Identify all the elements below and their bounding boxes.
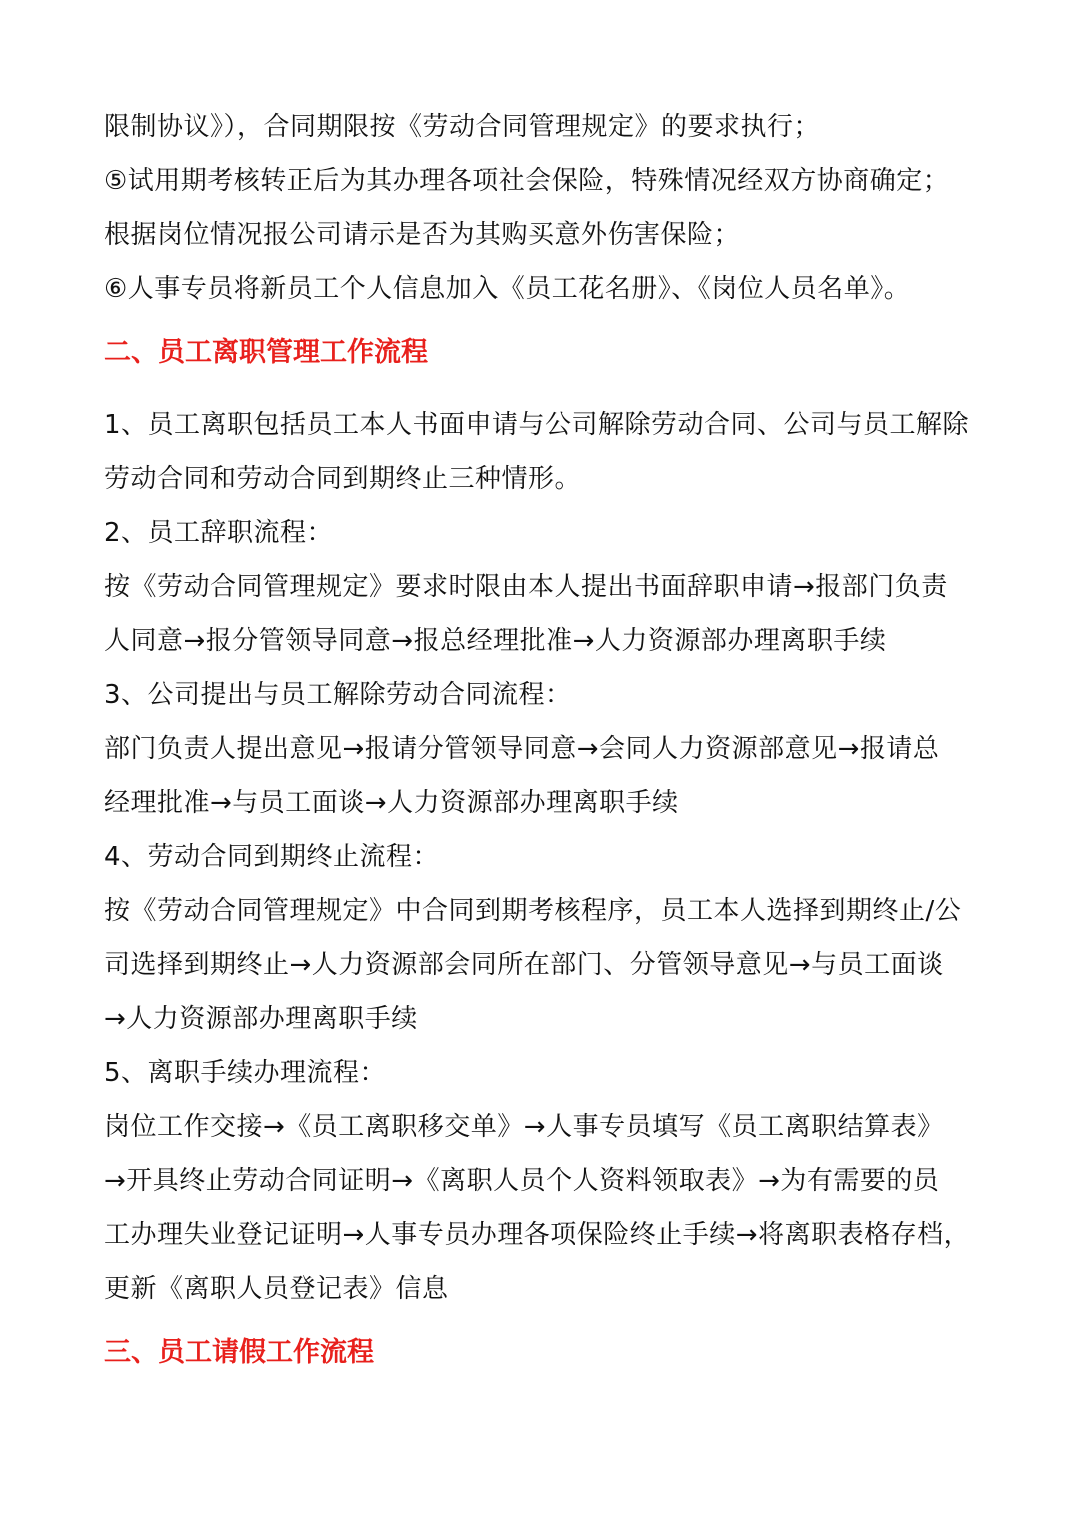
text-line: 经理批准→与员工面谈→人力资源部办理离职手续 — [104, 788, 679, 818]
text-line: 2、员工辞职流程： — [104, 518, 334, 548]
document-page — [104, 100, 984, 1380]
section-heading-resignation: 二、员工离职管理工作流程 — [104, 337, 428, 368]
text-line: 更新《离职人员登记表》信息 — [104, 1274, 449, 1304]
text-line: 工办理失业登记证明→人事专员办理各项保险终止手续→将离职表格存档， — [104, 1220, 971, 1250]
section-heading-leave: 三、员工请假工作流程 — [104, 1337, 374, 1368]
text-line: 3、公司提出与员工解除劳动合同流程： — [104, 680, 572, 710]
text-line: →开具终止劳动合同证明→《离职人员个人资料领取表》→为有需要的员 — [104, 1166, 940, 1196]
text-line: ⑤试用期考核转正后为其办理各项社会保险，特殊情况经双方协商确定； — [104, 166, 950, 196]
text-line: 根据岗位情况报公司请示是否为其购买意外伤害保险； — [104, 220, 741, 250]
text-line: →人力资源部办理离职手续 — [104, 1004, 418, 1034]
text-line: 司选择到期终止→人力资源部会同所在部门、分管领导意见→与员工面谈 — [104, 950, 944, 980]
text-line: 部门负责人提出意见→报请分管领导同意→会同人力资源部意见→报请总 — [104, 734, 940, 764]
text-line: ⑥人事专员将新员工个人信息加入《员工花名册》、《岗位人员名单》。 — [104, 274, 911, 304]
text-line: 劳动合同和劳动合同到期终止三种情形。 — [104, 464, 582, 494]
text-line: 人同意→报分管领导同意→报总经理批准→人力资源部办理离职手续 — [104, 626, 887, 656]
resignation-section-body — [104, 398, 984, 1316]
text-line: 按《劳动合同管理规定》要求时限由本人提出书面辞职申请→报部门负责 — [104, 572, 948, 602]
text-line: 4、劳动合同到期终止流程： — [104, 842, 440, 872]
text-line: 限制协议》），合同期限按《劳动合同管理规定》的要求执行； — [104, 112, 821, 142]
text-line: 按《劳动合同管理规定》中合同到期考核程序，员工本人选择到期终止/公 — [104, 896, 962, 926]
text-line: 5、离职手续办理流程： — [104, 1058, 387, 1088]
intro-paragraph — [104, 100, 984, 316]
text-line: 岗位工作交接→《员工离职移交单》→人事专员填写《员工离职结算表》 — [104, 1112, 944, 1142]
text-line: 1、员工离职包括员工本人书面申请与公司解除劳动合同、公司与员工解除 — [104, 410, 970, 440]
